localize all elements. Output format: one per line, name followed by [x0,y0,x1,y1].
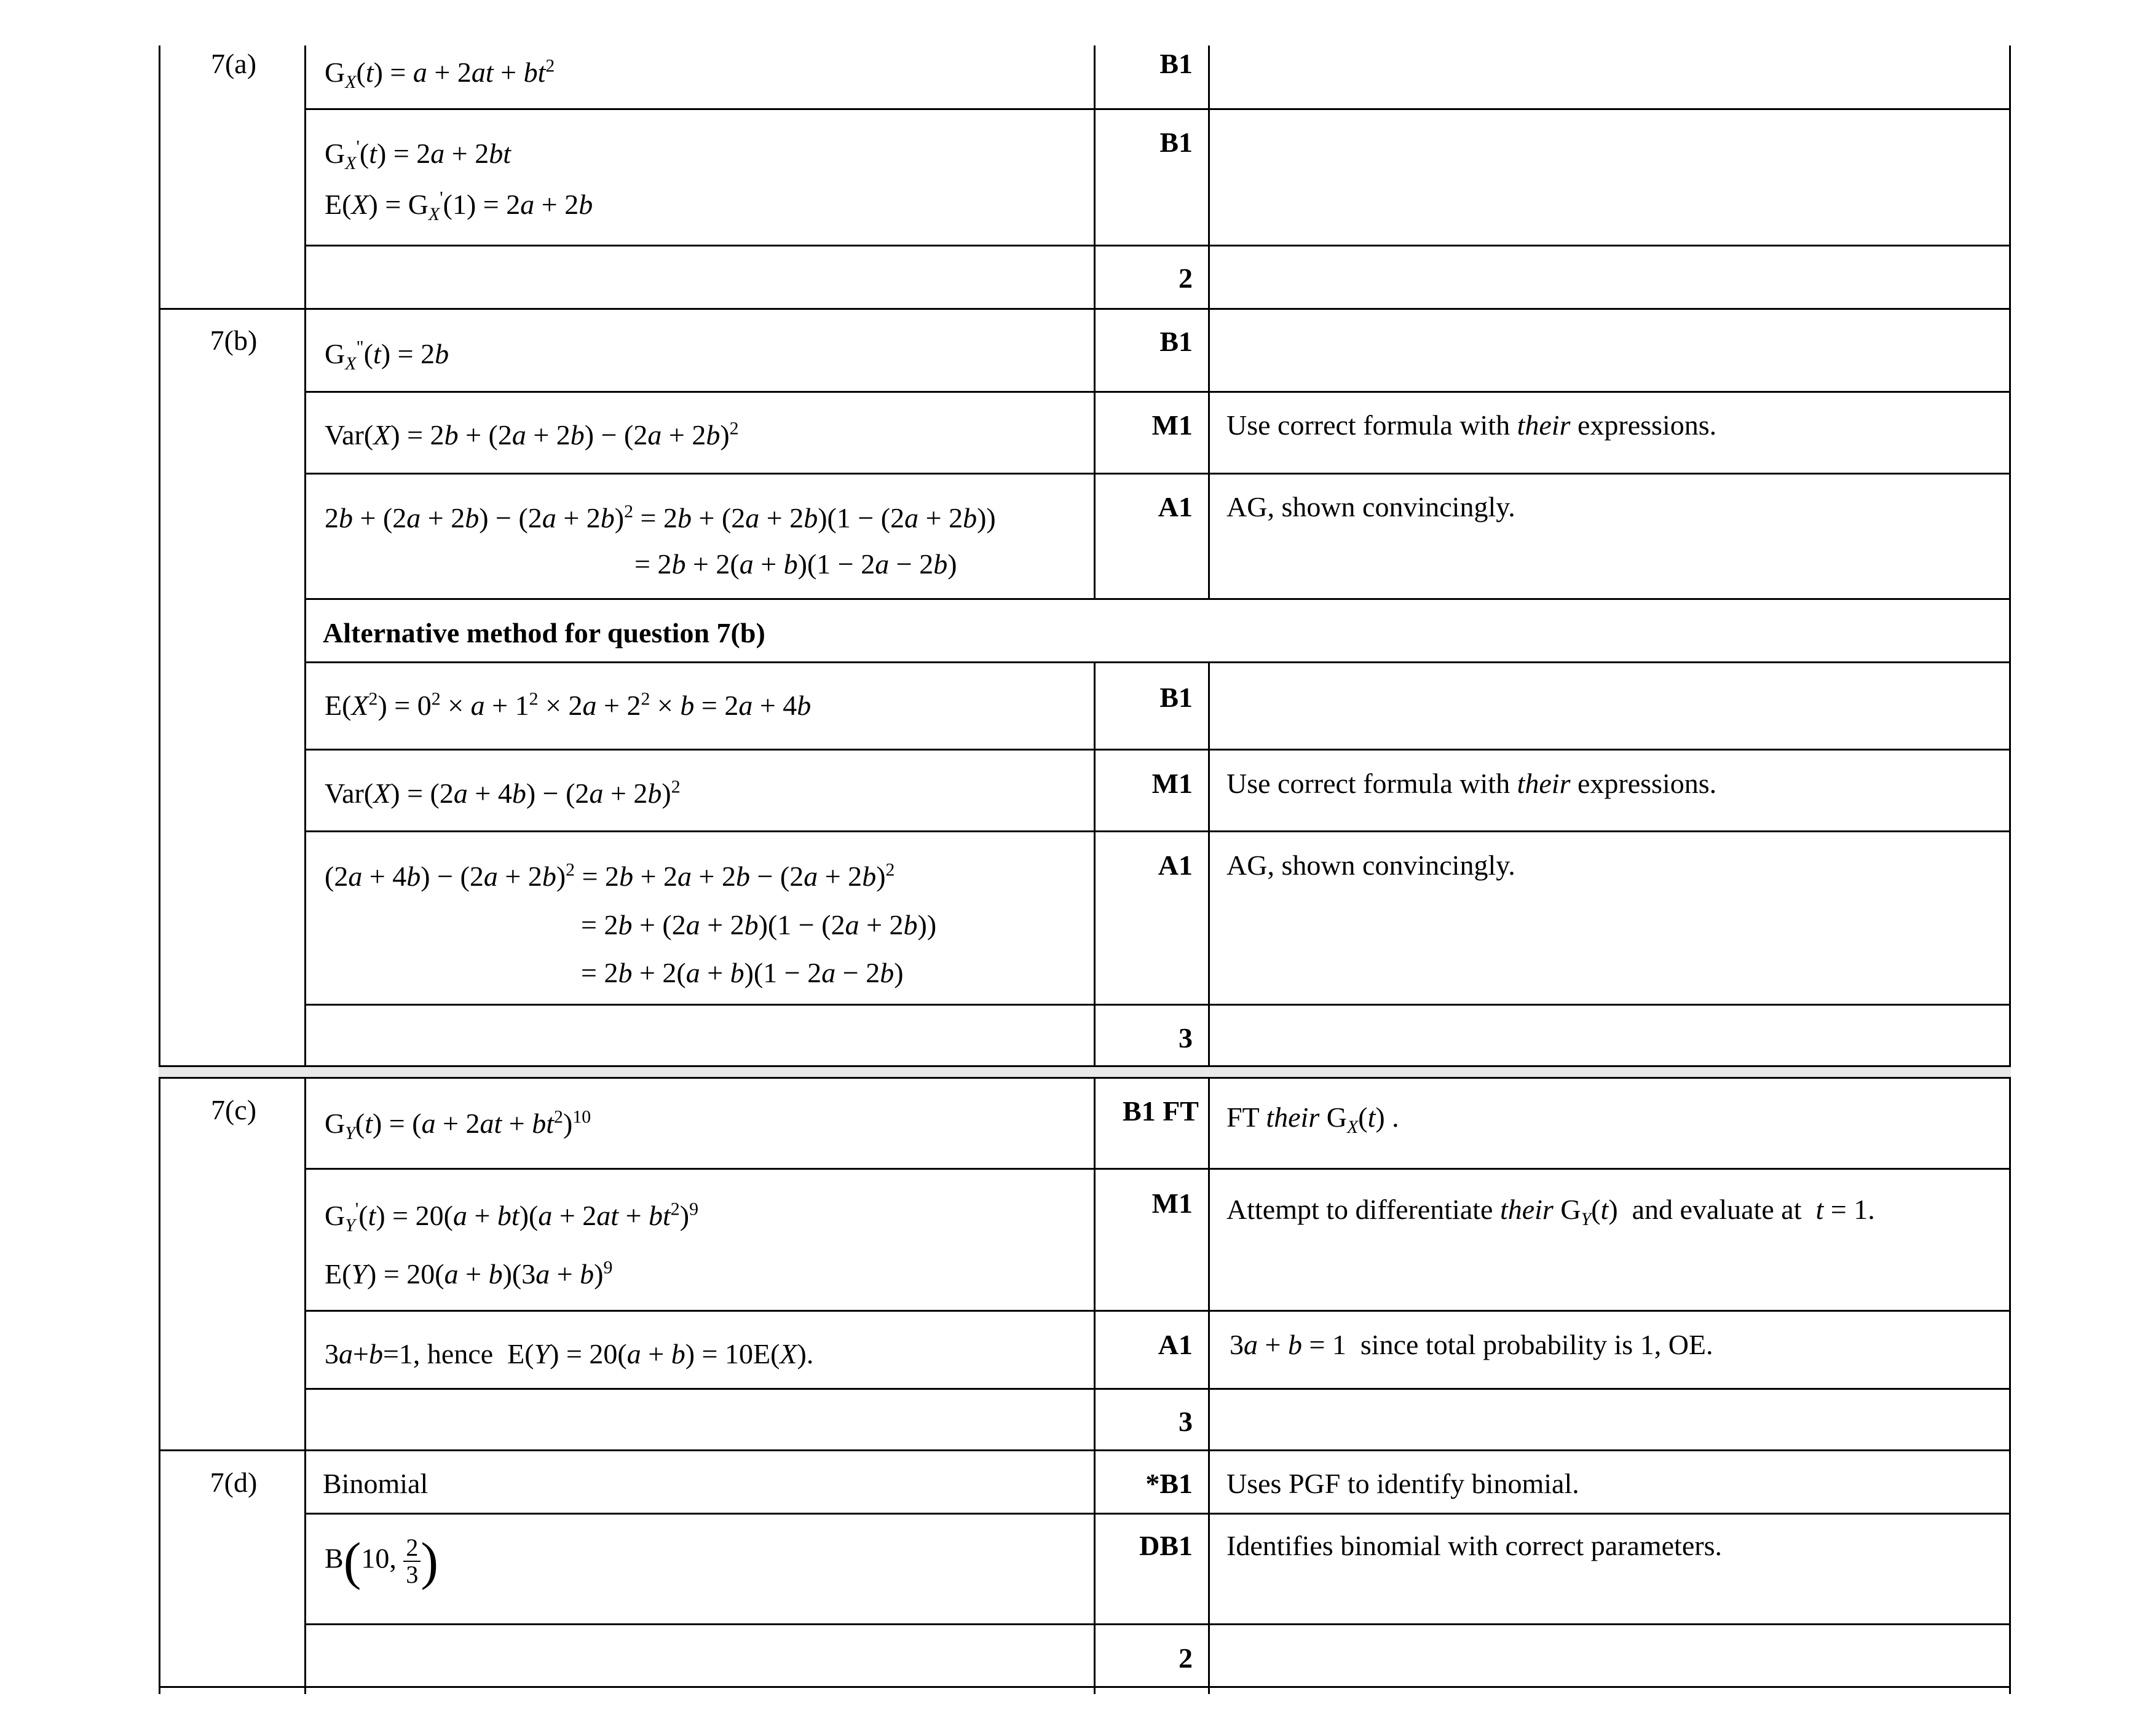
mark-code: A1 [1158,1329,1193,1360]
column-divider-answer [1094,663,1096,1694]
question-divider [159,1449,2011,1451]
question-label: 7(a) [210,48,257,79]
answer-line: $Var(X) = (2a + 4b) - (2a + 2b)^2$ [325,776,681,809]
mark-code: *B1 [1145,1468,1193,1499]
alternative-method-heading: Alternative method for question 7(b) [323,617,765,648]
mark-code: A1 [1158,491,1193,522]
question-label: 7(b) [210,325,258,356]
answer-line: $E(X^2) = 0^2 \times a + 1^2 \times 2a + 2^2 \times b = 2a + 4b$ [325,688,811,721]
guidance-note: Uses PGF to identify binomial. [1226,1468,1579,1499]
guidance-note: FT their $G_X(t)$ . [1226,1101,1399,1138]
table-border-left [159,45,160,1694]
answer-line: = 2b + (2a + 2b)(1 − (2a + 2b)) [581,909,937,940]
mark-code: M1 [1151,1188,1193,1219]
answer-line: B(10, $\frac{2}{3}$ ) [325,1531,438,1591]
mark-code: M1 [1151,768,1193,799]
answer-line: $G_X'(t) = 2a + 2bt$ [325,136,511,174]
question-label: 7(c) [210,1094,257,1125]
row-divider [304,749,2011,751]
answer-line: = 2b + 2(a + b)(1 − 2a − 2b) [581,957,904,988]
column-divider-question [304,45,306,1694]
column-divider-marks [1208,45,1210,600]
mark-code: B1 [1159,326,1193,357]
row-divider [304,1388,2011,1390]
answer-line: $E(Y) = 20(a + b)(3a + b)^9$ [325,1257,613,1290]
row-divider [304,391,2011,393]
guidance-note: Identifies binomial with correct parameters. [1226,1530,1722,1561]
question-divider [159,1077,2011,1079]
row-divider [304,830,2011,832]
answer-line: $G_X^"(t) = 2b$ [325,337,449,374]
answer-line: $G_Y'(t) = 20(a + bt)(a + 2at + bt^2)^9$ [325,1199,699,1236]
mark-code: B1 [1159,682,1193,713]
row-divider [304,1513,2011,1515]
guidance-note: Use correct formula with their expressions. [1226,768,1717,799]
answer-line: 3a+b=1, hence E(Y) = 20(a + b) = 10E(X). [325,1338,814,1369]
answer-line: $2b + (2a + 2b) - (2a + 2b)^2 = 2b + (2a + 2b)(1 - (2a + 2b))$ [325,501,996,534]
question-divider [159,1065,2011,1067]
row-divider [304,598,2011,600]
table-border-bottom [159,1686,2011,1688]
guidance-note: Use correct formula with their expressions. [1226,409,1717,441]
guidance-note: Attempt to differentiate their $G_Y(t)$ and evaluate at t = 1. [1226,1194,1875,1230]
row-divider [304,473,2011,475]
row-divider [304,1310,2011,1312]
mark-code: B1 [1159,48,1193,79]
guidance-note: 3a + b = 1 since total probability is 1, OE. [1230,1329,1713,1360]
mark-total: 3 [1179,1022,1193,1054]
mark-code: B1 [1159,127,1193,158]
mark-total: 2 [1179,262,1193,294]
mark-code: A1 [1158,849,1193,881]
mark-code: M1 [1151,409,1193,441]
answer-line: $(2a + 4b) - (2a + 2b)^2 = 2b + 2a + 2b - (2a + 2b)^2$ [325,859,895,892]
guidance-note: AG, shown convincingly. [1226,849,1515,881]
mark-total: 2 [1179,1642,1193,1674]
column-divider-answer [1094,45,1096,600]
table-border-right [2009,45,2011,1694]
mark-total: 3 [1179,1406,1193,1437]
answer-line: $Var(X) = 2b + (2a + 2b) - (2a + 2b)^2$ [325,418,739,451]
row-divider [304,108,2011,110]
row-divider [304,1168,2011,1170]
row-divider [304,1004,2011,1006]
row-divider [304,1623,2011,1625]
answer-line: = 2b + 2(a + b)(1 − 2a − 2b) [634,548,957,580]
answer-line: $E(X) = G_X'(1) = 2a + 2b$ [325,187,593,225]
answer-line: Binomial [323,1468,428,1499]
column-divider-marks [1208,663,1210,1694]
question-label: 7(d) [210,1467,258,1498]
answer-line: $G_Y(t) = (a + 2at + bt^2)^{10}$ [325,1106,591,1144]
mark-code: DB1 [1139,1530,1193,1561]
guidance-note: AG, shown convincingly. [1226,491,1515,522]
question-divider [159,308,2011,310]
row-divider [304,245,2011,246]
row-divider [304,661,2011,663]
mark-code: B1 FT [1123,1095,1199,1127]
answer-line: $G_X(t) = a + 2at + bt^2$ [325,55,555,93]
